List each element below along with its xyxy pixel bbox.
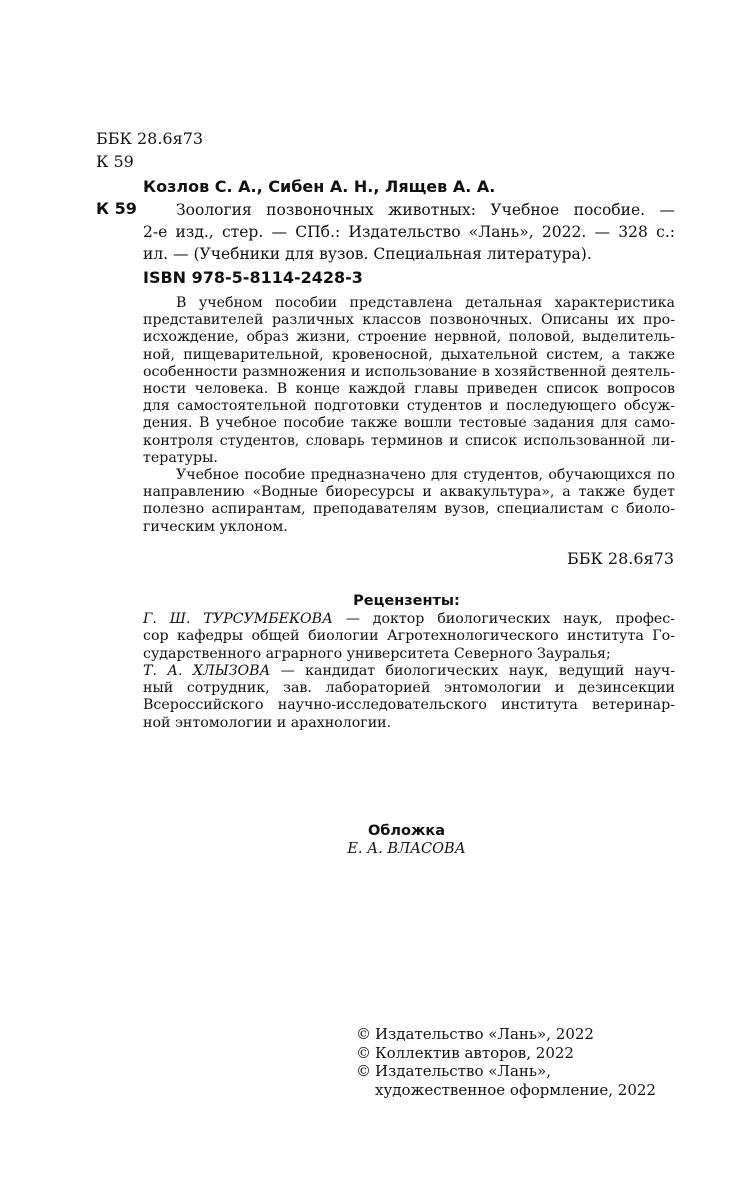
copyright-block (356, 1025, 656, 1099)
reviewer-name: Т. А. ХЛЫЗОВА (143, 662, 271, 679)
bbk-code: ББК 28.6я73 (96, 129, 204, 148)
reviewer-line: ной энтомологии и арахнологии. (143, 714, 392, 731)
copyright-icon: © (356, 1025, 371, 1043)
reviewers-block (143, 611, 675, 732)
annotation-line: полезно аспирантам, преподавателям вузов, специалистам с биоло- (143, 501, 675, 518)
copyright-line: художественное оформление, 2022 (375, 1080, 656, 1099)
reviewers-title: Рецензенты: (353, 593, 460, 609)
reviewer-line: Т. А. ХЛЫЗОВА — кандидат биологических наук, ведущий науч- (143, 662, 675, 679)
annotation-line: гическим уклоном. (143, 518, 288, 535)
copyright-line: © Издательство «Лань», (356, 1062, 552, 1080)
annotation-line: тературы. (143, 449, 218, 466)
reviewer-line: сор кафедры общей биологии Агротехнологического института Го- (143, 628, 675, 645)
cover-designer: Е. А. ВЛАСОВА (347, 841, 466, 857)
reviewer-line: Всероссийского научно-исследовательского института ветеринар- (143, 697, 675, 714)
copyright-icon: © (356, 1043, 371, 1062)
bbk-classification (96, 127, 203, 173)
reviewer-name: Г. Ш. ТУРСУМБЕКОВА (143, 611, 333, 627)
reviewer-line: Г. Ш. ТУРСУМБЕКОВА — доктор биологических наук, профес- (143, 611, 675, 627)
entry-author-mark: К 59 (96, 199, 137, 218)
cover-title: Обложка (367, 823, 446, 839)
annotation-line: дения. В учебное пособие также вошли тестовые задания для само- (143, 415, 675, 432)
reviewer-line: ный сотрудник, зав. лабораторией энтомологии и дезинсекции (143, 680, 675, 697)
copyright-line: © Издательство «Лань», 2022 (356, 1025, 594, 1043)
annotation-line: особенности размножения и использование в хозяйственной деятель- (143, 363, 675, 380)
biblio-line: 2-е изд., стер. — СПб.: Издательство «Лань», 2022. — 328 с.: (143, 223, 675, 241)
annotation-line: контроля студентов, словарь терминов и список использованной ли- (143, 432, 675, 449)
bbk-code-bottom: ББК 28.6я73 (566, 549, 674, 568)
annotation-line: направлению «Водные биоресурсы и аквакультура», а также будет (143, 484, 675, 501)
biblio-line: Зоология позвоночных животных: Учебное пособие. — (176, 201, 675, 219)
copyright-line: © Коллектив авторов, 2022 (356, 1043, 574, 1062)
annotation-line: ности человека. В конце каждой главы приведен список вопросов (143, 381, 675, 398)
authors-heading: Козлов С. А., Сибен А. Н., Лящев А. А. (143, 177, 496, 196)
copyright-icon: © (356, 1062, 371, 1080)
annotation-line: В учебном пособии представлена детальная характеристика (176, 295, 675, 311)
biblio-line: ил. — (Учебники для вузов. Специальная литература). (143, 245, 592, 263)
annotation-line: ной, пищеварительной, кровеносной, дыхательной систем, а также (143, 346, 675, 363)
reviewer-line: сударственного аграрного университета Северного Зауралья; (143, 645, 611, 662)
isbn: ISBN 978-5-8114-2428-3 (143, 268, 363, 287)
annotation-line: представителей различных классов позвоночных. Описаны их про- (143, 312, 675, 329)
author-mark: К 59 (96, 152, 134, 171)
annotation-line: для самостоятельной подготовки студентов и последующего обсуж- (143, 398, 675, 415)
annotation (143, 295, 675, 536)
annotation-line: Учебное пособие предназначено для студентов, обучающихся по (176, 467, 675, 484)
annotation-line: исхождение, образ жизни, строение нервной, половой, выделитель- (143, 329, 675, 346)
bibliographic-entry (143, 199, 675, 265)
